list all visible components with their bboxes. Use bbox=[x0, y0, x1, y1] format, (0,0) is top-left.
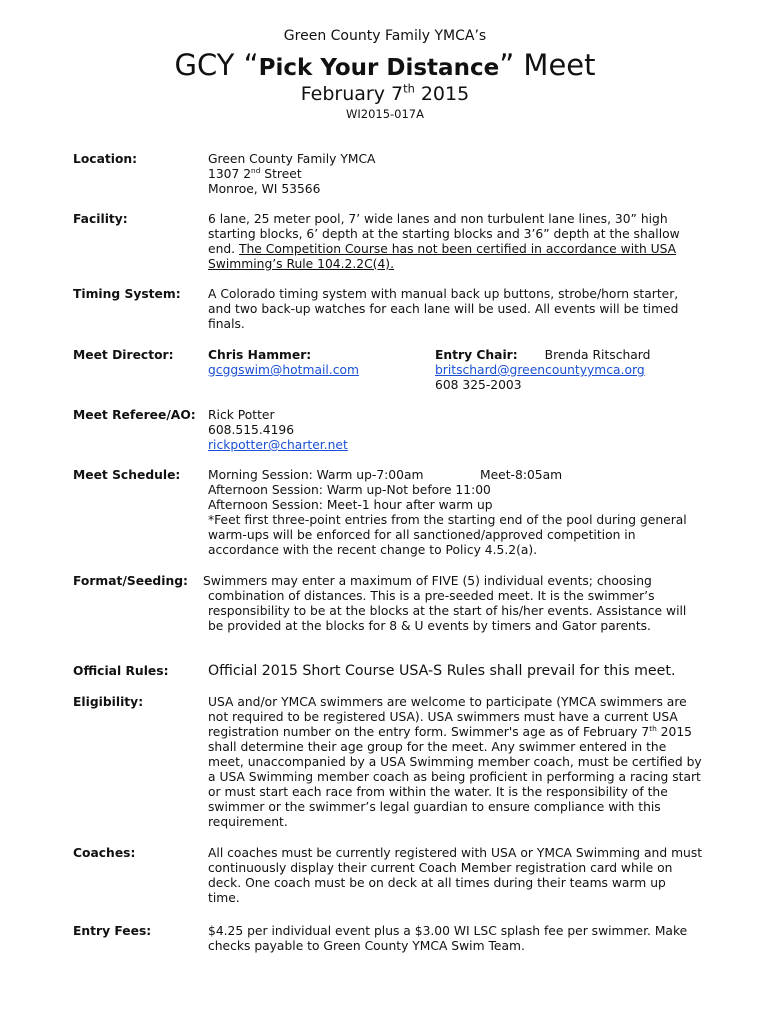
org-heading: Green County Family YMCA’s bbox=[283, 28, 487, 44]
timing-line: and two back-up watches for each lane will be used. All events will be timed bbox=[208, 302, 679, 316]
afternoon-meet: Afternoon Session: Meet-1 hour after warm up bbox=[208, 498, 493, 512]
eligibility-line: a USA Swimming member coach as being proficient in performing a racing start bbox=[208, 770, 701, 784]
fees-line: $4.25 per individual event plus a $3.00 WI LSC splash fee per swimmer. Make bbox=[208, 924, 688, 938]
facility-line-start: end. bbox=[208, 242, 239, 256]
coaches-line: continuously display their current Coach Member registration card while on bbox=[208, 861, 673, 875]
referee-value bbox=[208, 408, 720, 453]
timing-value bbox=[208, 287, 720, 332]
title-suffix: ” Meet bbox=[499, 48, 596, 82]
street-sup: nd bbox=[251, 165, 261, 175]
coaches-line: All coaches must be currently registered with USA or YMCA Swimming and must bbox=[208, 846, 703, 860]
street-name: Street bbox=[260, 167, 302, 181]
director-email-link[interactable]: gcggswim@hotmail.com bbox=[208, 363, 359, 377]
location-line: Green County Family YMCA bbox=[208, 152, 376, 166]
location-line bbox=[208, 167, 720, 182]
schedule-note: warm-ups will be enforced for all sanctioned/approved competition in bbox=[208, 528, 636, 542]
format-value bbox=[203, 574, 720, 634]
fees-label: Entry Fees: bbox=[73, 924, 152, 938]
timing-line: finals. bbox=[208, 317, 245, 331]
referee-email-link[interactable]: rickpotter@charter.net bbox=[208, 438, 348, 452]
eligibility-line: requirement. bbox=[208, 815, 288, 829]
rules-value bbox=[208, 664, 720, 679]
format-line: be provided at the blocks for 8 & U events by timers and Gator parents. bbox=[208, 619, 651, 633]
morning-warmup: Morning Session: Warm up-7:00am bbox=[208, 468, 424, 482]
location-value bbox=[208, 152, 720, 197]
timing-label: Timing System: bbox=[73, 287, 181, 301]
afternoon-warmup: Afternoon Session: Warm up-Not before 11:00 bbox=[208, 483, 491, 497]
rules-label: Official Rules: bbox=[73, 664, 169, 678]
schedule-note: *Feet first three-point entries from the starting end of the pool during general bbox=[208, 513, 687, 527]
eligibility-year: 2015 bbox=[656, 725, 692, 739]
schedule-note: accordance with the recent change to Policy 4.5.2(a). bbox=[208, 543, 538, 557]
coaches-line: deck. One coach must be on deck at all times during their teams warm up bbox=[208, 876, 666, 890]
entry-chair-phone: 608 325-2003 bbox=[435, 378, 522, 392]
title-bold: Pick Your Distance bbox=[258, 55, 500, 81]
schedule-value bbox=[208, 468, 720, 558]
location-label: Location: bbox=[73, 152, 138, 166]
morning-session bbox=[208, 468, 720, 483]
location-line: Monroe, WI 53566 bbox=[208, 182, 321, 196]
eligibility-line: not required to be registered USA). USA swimmers must have a current USA bbox=[208, 710, 678, 724]
street-number: 1307 2 bbox=[208, 167, 252, 181]
entry-chair-name: Brenda Ritschard bbox=[544, 348, 651, 362]
director-label: Meet Director: bbox=[73, 348, 174, 362]
coaches-value bbox=[208, 846, 720, 906]
entry-chair-label: Entry Chair: bbox=[435, 348, 518, 362]
format-label: Format/Seeding: bbox=[73, 574, 188, 588]
date-year: 2015 bbox=[414, 83, 470, 105]
entry-chair-email-link[interactable]: britschard@greencountyymca.org bbox=[435, 363, 645, 377]
referee-name: Rick Potter bbox=[208, 408, 275, 422]
date-main: February 7 bbox=[300, 83, 404, 105]
eligibility-date-sup: th bbox=[649, 723, 657, 733]
coaches-line: time. bbox=[208, 891, 240, 905]
coaches-label: Coaches: bbox=[73, 846, 136, 860]
facility-label: Facility: bbox=[73, 212, 128, 226]
eligibility-line bbox=[208, 725, 720, 740]
eligibility-label: Eligibility: bbox=[73, 695, 144, 709]
eligibility-line: meet, unaccompanied by a USA Swimming member coach, must be certified by bbox=[208, 755, 702, 769]
format-line: Swimmers may enter a maximum of FIVE (5) individual events; choosing bbox=[203, 574, 652, 588]
facility-line: 6 lane, 25 meter pool, 7’ wide lanes and non turbulent lane lines, 30” high bbox=[208, 212, 668, 226]
rules-text: Official 2015 Short Course USA-S Rules shall prevail for this meet. bbox=[208, 663, 676, 679]
schedule-label: Meet Schedule: bbox=[73, 468, 181, 482]
format-line: responsibility to be at the blocks at the start of his/her events. Assistance will bbox=[208, 604, 687, 618]
morning-meet: Meet-8:05am bbox=[480, 468, 563, 482]
referee-label: Meet Referee/AO: bbox=[73, 408, 196, 422]
facility-line bbox=[208, 242, 720, 257]
facility-line: starting blocks, 6’ depth at the starting blocks and 3’6” depth at the shallow bbox=[208, 227, 680, 241]
certification-notice: The Competition Course has not been certified in accordance with USA bbox=[238, 242, 677, 256]
title-prefix: GCY “ bbox=[174, 48, 259, 82]
entry-chair-line bbox=[435, 348, 735, 363]
director-value bbox=[208, 348, 428, 378]
fees-value bbox=[208, 924, 720, 954]
fees-line: checks payable to Green County YMCA Swim Team. bbox=[208, 939, 525, 953]
referee-phone: 608.515.4196 bbox=[208, 423, 295, 437]
certification-notice-cont: Swimming’s Rule 104.2.2C(4). bbox=[208, 257, 395, 271]
eligibility-line: USA and/or YMCA swimmers are welcome to participate (YMCA swimmers are bbox=[208, 695, 687, 709]
format-line: combination of distances. This is a pre-seeded meet. It is the swimmer’s bbox=[208, 589, 655, 603]
meet-date bbox=[0, 83, 770, 105]
eligibility-value bbox=[208, 695, 720, 830]
date-sup: th bbox=[403, 81, 415, 96]
timing-line: A Colorado timing system with manual back up buttons, strobe/horn starter, bbox=[208, 287, 679, 301]
eligibility-line: swimmer or the swimmer’s legal guardian to ensure compliance with this bbox=[208, 800, 661, 814]
facility-value bbox=[208, 212, 720, 272]
eligibility-age-date: registration number on the entry form. Swimmer's age as of February 7 bbox=[208, 725, 650, 739]
meet-id: WI2015-017A bbox=[346, 107, 424, 121]
eligibility-line: or must start each race from within the water. It is the responsibility of the bbox=[208, 785, 668, 799]
director-name: Chris Hammer: bbox=[208, 348, 312, 362]
meet-title bbox=[0, 48, 770, 82]
eligibility-line: shall determine their age group for the meet. Any swimmer entered in the bbox=[208, 740, 667, 754]
entry-chair bbox=[435, 348, 735, 393]
